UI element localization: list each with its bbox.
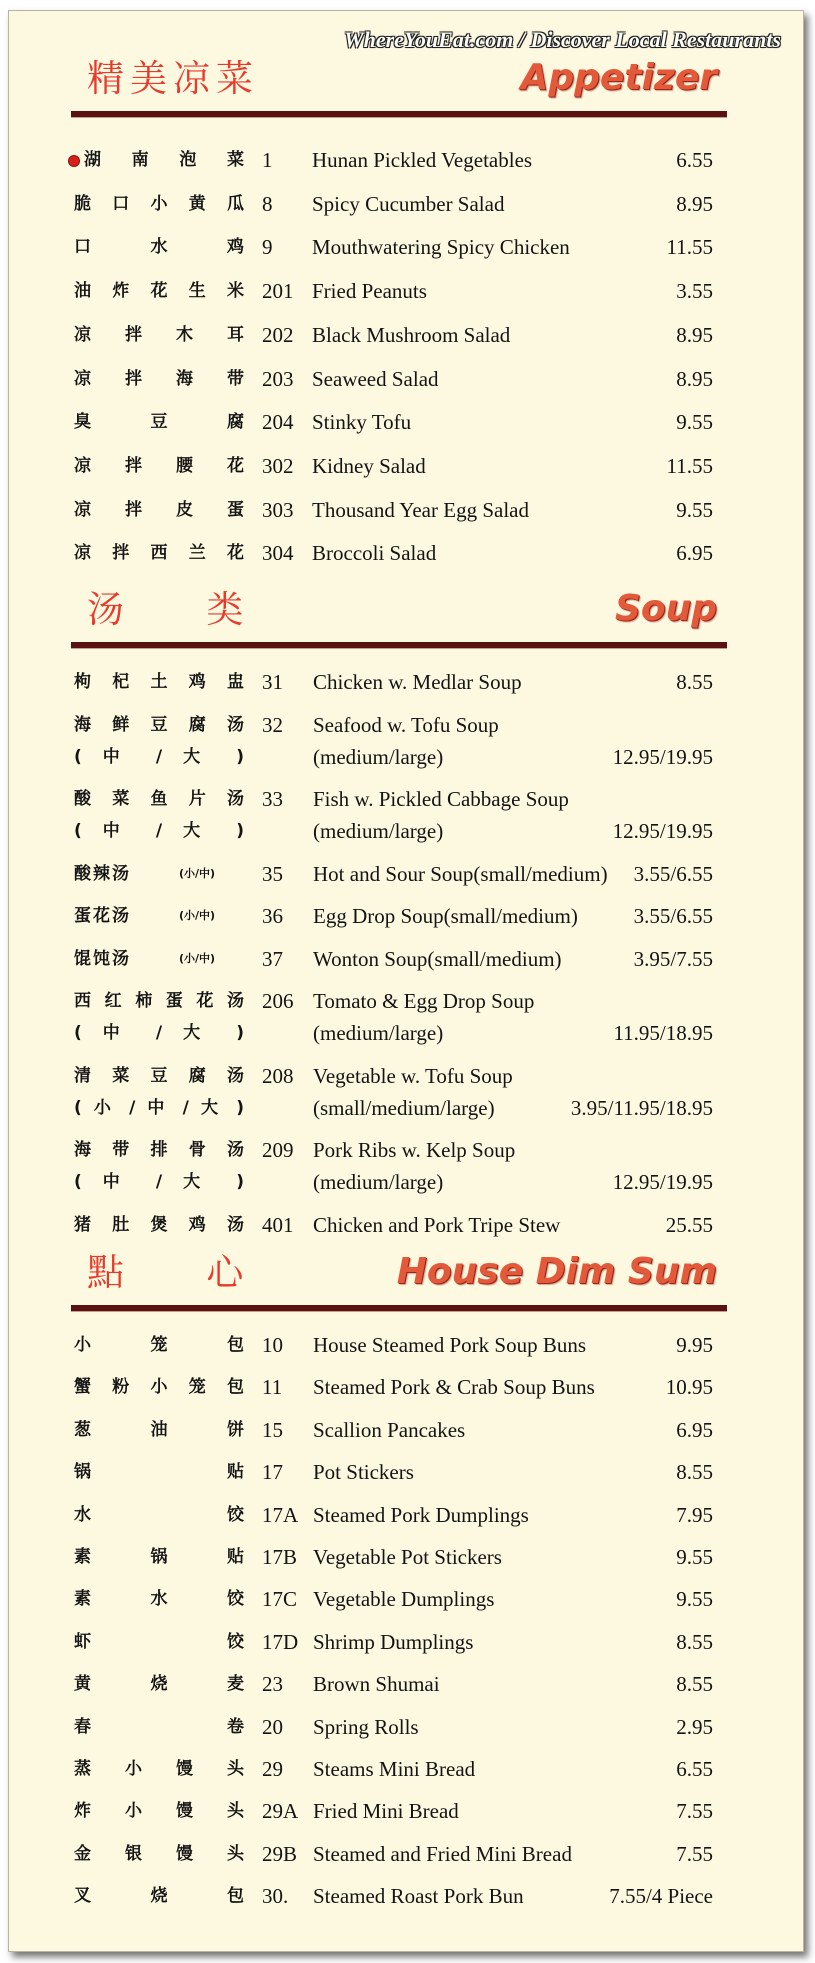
item-number: 31: [262, 670, 283, 694]
item-name-en: Spring Rolls: [313, 1714, 419, 1739]
item-price: 9.55: [676, 497, 713, 522]
item-name-cn: 锅 贴: [74, 1462, 244, 1483]
item-number: 20: [262, 1714, 283, 1739]
menu-item-row: [9, 1545, 803, 1587]
item-name-en: Brown Shumai: [313, 1672, 440, 1697]
item-name-cn: 葱 油 饼: [74, 1419, 244, 1440]
item-price: 3.55/6.55: [633, 904, 713, 928]
item-name-cn: 凉 拌 木 耳: [74, 324, 244, 345]
item-price: 3.95/11.95/18.95: [570, 1095, 713, 1120]
section-title-cn: 精美凉菜: [87, 57, 259, 100]
item-price: 6.55: [676, 1757, 713, 1781]
item-size-cn: ( 中 / 大 ): [74, 1023, 244, 1043]
item-number: 401: [262, 1212, 294, 1237]
item-number: 36: [262, 904, 283, 928]
item-name-en: Chicken w. Medlar Soup: [313, 670, 522, 694]
item-price: 7.55: [676, 1841, 713, 1866]
item-name-en: Fish w. Pickled Cabbage Soup: [313, 787, 569, 811]
item-name-cn: 酸 菜 鱼 片 汤: [74, 789, 244, 809]
item-size-note-cn: (小/中): [179, 866, 216, 880]
item-name-cn: 蛋花汤: [74, 906, 131, 926]
item-number: 32: [262, 712, 283, 737]
item-name-cn: 枸 杞 土 鸡 盅: [74, 672, 244, 692]
menu-item-row: [9, 1842, 803, 1884]
item-price: 9.95: [676, 1333, 713, 1357]
item-name-en: Hunan Pickled Vegetables: [312, 148, 533, 172]
menu-item-row: [9, 367, 803, 411]
item-number: 15: [262, 1417, 283, 1442]
item-price: 7.55: [676, 1799, 713, 1824]
item-price: 3.95/7.55: [633, 946, 713, 971]
item-price: 8.55: [676, 1460, 713, 1485]
menu-item-row: [9, 1715, 803, 1757]
item-number: 11: [262, 1375, 283, 1400]
item-name-cn: 口 水 鸡: [74, 237, 244, 258]
item-number: 17D: [262, 1629, 299, 1654]
item-size-en: (medium/large): [313, 744, 444, 769]
item-name-cn: 湖 南 泡 菜: [84, 150, 244, 170]
item-name-en: Chicken and Pork Tripe Stew: [313, 1212, 561, 1237]
item-number: 35: [262, 861, 283, 886]
menu-item-row: [9, 904, 803, 947]
item-size-note-cn: (小/中): [179, 951, 216, 965]
item-name-cn: 清 菜 豆 腐 汤: [74, 1065, 244, 1086]
item-name-cn: 水 饺: [74, 1504, 244, 1525]
item-name-cn: 臭 豆 腐: [74, 412, 244, 433]
item-name-cn: 春 卷: [74, 1716, 244, 1737]
item-price: 6.95: [676, 541, 713, 566]
item-name-en: Vegetable Pot Stickers: [313, 1545, 502, 1569]
item-name-en: Steamed Pork Dumplings: [313, 1502, 529, 1527]
menu-item-row: [9, 410, 803, 454]
item-name-cn: 凉 拌 海 带: [74, 368, 244, 389]
item-name-cn: 素 锅 贴: [74, 1547, 244, 1567]
menu-item-row: [9, 454, 803, 498]
item-size-en: (small/medium/large): [313, 1095, 495, 1120]
item-number: 29B: [262, 1841, 298, 1866]
item-price: 25.55: [665, 1212, 713, 1237]
section-title-en: House Dim Sum: [396, 1251, 717, 1292]
item-name-en: Steamed Pork & Crab Soup Buns: [313, 1375, 595, 1400]
item-name-en: Pork Ribs w. Kelp Soup: [313, 1138, 516, 1162]
section-title-en: Soup: [614, 588, 717, 629]
item-number: 203: [262, 366, 294, 391]
menu-item-row: [9, 1630, 803, 1672]
item-price: 9.55: [676, 410, 713, 435]
menu-item-row: [9, 989, 803, 1064]
item-number: 304: [262, 541, 294, 566]
menu-page: [8, 10, 804, 1952]
item-name-en: Steamed and Fried Mini Bread: [313, 1841, 572, 1866]
item-number: 17B: [262, 1545, 298, 1569]
item-name-cn: 黄 烧 麦: [74, 1674, 244, 1695]
watermark: WhereYouEat.com / Discover Local Restaurants: [344, 27, 781, 52]
item-number: 206: [262, 989, 294, 1013]
item-price: 2.95: [676, 1714, 713, 1739]
item-name-en: Pot Stickers: [313, 1460, 414, 1485]
item-price: 3.55/6.55: [633, 861, 713, 886]
item-number: 29A: [262, 1799, 299, 1824]
item-name-en: Steamed Roast Pork Bun: [313, 1884, 524, 1909]
menu-item-row: [9, 713, 803, 788]
menu-item-row: [9, 541, 803, 585]
section-divider: [71, 642, 727, 649]
item-name-cn: 海 鲜 豆 腐 汤: [74, 714, 244, 735]
item-number: 201: [262, 279, 294, 304]
item-name-cn: 叉 烧 包: [74, 1886, 244, 1907]
item-number: 17C: [262, 1587, 298, 1612]
menu-item-row: [9, 1138, 803, 1213]
item-name-en: Mouthwatering Spicy Chicken: [312, 235, 570, 260]
item-name-en: Fried Mini Bread: [313, 1799, 459, 1824]
menu-item-row: [9, 862, 803, 905]
item-number: 1: [262, 148, 273, 172]
item-name-cn: 凉 拌 腰 花: [74, 455, 244, 476]
item-name-cn: 虾 饺: [74, 1631, 244, 1652]
item-number: 202: [262, 322, 294, 347]
item-number: 209: [262, 1138, 294, 1162]
item-size-en: (medium/large): [313, 1021, 444, 1045]
item-price: 3.55: [676, 279, 713, 304]
menu-item-row: [9, 1333, 803, 1375]
item-number: 17A: [262, 1502, 299, 1527]
item-size-cn: ( 中 / 大 ): [74, 746, 244, 767]
item-price: 8.55: [676, 670, 713, 694]
item-name-cn: 凉 拌 西 兰 花: [74, 543, 244, 564]
item-price: 9.55: [676, 1545, 713, 1569]
item-name-cn: 金 银 馒 头: [74, 1843, 244, 1864]
item-price: 11.55: [666, 453, 713, 478]
item-name-cn: 脆 口 小 黄 瓜: [74, 193, 244, 214]
item-size-cn: ( 中 / 大 ): [74, 821, 244, 841]
item-size-cn: ( 中 / 大 ): [74, 1172, 244, 1192]
section-title-cn: 汤 类: [87, 588, 244, 631]
menu-item-row: [9, 148, 803, 192]
item-price: 8.95: [676, 191, 713, 216]
item-name-en: Black Mushroom Salad: [312, 322, 511, 347]
item-price: 8.95: [676, 366, 713, 391]
section-title-cn: 點 心: [87, 1251, 244, 1294]
item-name-cn: 海 带 排 骨 汤: [74, 1140, 244, 1160]
section-header: [9, 1248, 803, 1308]
menu-item-row: [9, 1587, 803, 1629]
item-name-cn: 蒸 小 馒 头: [74, 1759, 244, 1779]
menu-item-row: [9, 670, 803, 713]
menu-item-row: [9, 947, 803, 990]
item-number: 302: [262, 453, 294, 478]
item-name-en: Tomato & Egg Drop Soup: [313, 989, 535, 1013]
item-name-en: Wonton Soup(small/medium): [313, 946, 562, 971]
menu-item-row: [9, 1503, 803, 1545]
item-number: 37: [262, 946, 283, 971]
item-name-en: Hot and Sour Soup(small/medium): [313, 861, 608, 886]
item-name-cn: 酸辣汤: [74, 863, 131, 884]
item-price: 12.95/19.95: [612, 819, 713, 843]
item-name-en: Stinky Tofu: [312, 410, 412, 435]
item-name-en: Thousand Year Egg Salad: [312, 497, 529, 522]
item-name-cn: 西 红 柿 蛋 花 汤: [74, 991, 244, 1011]
item-name-en: Broccoli Salad: [312, 541, 437, 566]
item-name-en: Vegetable w. Tofu Soup: [313, 1063, 513, 1088]
item-price: 7.95: [676, 1502, 713, 1527]
menu-item-row: [9, 192, 803, 236]
item-name-cn: 炸 小 馒 头: [74, 1801, 244, 1822]
item-size-note-cn: (小/中): [179, 909, 216, 922]
item-size-cn: ( 小 / 中 / 大 ): [74, 1097, 244, 1118]
item-number: 208: [262, 1063, 294, 1088]
section-title-en: Appetizer: [520, 57, 717, 98]
item-size-en: (medium/large): [313, 819, 444, 843]
menu-item-row: [9, 787, 803, 862]
section-divider: [71, 111, 727, 118]
item-number: 204: [262, 410, 294, 435]
item-price: 6.55: [676, 148, 713, 172]
menu-item-row: [9, 1757, 803, 1799]
item-name-cn: 小 笼 包: [74, 1335, 244, 1355]
menu-item-row: [9, 1460, 803, 1502]
item-number: 29: [262, 1757, 283, 1781]
item-price: 6.95: [676, 1417, 713, 1442]
item-price: 8.55: [676, 1672, 713, 1697]
section-header: [9, 585, 803, 645]
menu-item-row: [9, 323, 803, 367]
menu-item-row: [9, 1799, 803, 1841]
item-number: 9: [262, 235, 273, 260]
menu-item-row: [9, 235, 803, 279]
item-number: 30.: [262, 1884, 289, 1909]
section-header: [9, 54, 803, 114]
item-number: 10: [262, 1333, 283, 1357]
menu-item-row: [9, 1418, 803, 1460]
item-name-en: Egg Drop Soup(small/medium): [313, 904, 578, 928]
item-price: 12.95/19.95: [612, 1170, 713, 1194]
item-name-cn: 凉 拌 皮 蛋: [74, 499, 244, 520]
item-price: 12.95/19.95: [612, 744, 713, 769]
item-name-cn: 蟹 粉 小 笼 包: [74, 1377, 244, 1398]
section-divider: [71, 1305, 727, 1312]
item-name-en: Steams Mini Bread: [313, 1757, 476, 1781]
item-number: 33: [262, 787, 283, 811]
item-name-cn: 猪 肚 煲 鸡 汤: [74, 1214, 244, 1235]
menu-item-row: [9, 1375, 803, 1417]
item-price: 10.95: [665, 1375, 713, 1400]
menu-item-row: [9, 1672, 803, 1714]
menu-item-row: [9, 1064, 803, 1139]
item-number: 23: [262, 1672, 283, 1697]
item-size-en: (medium/large): [313, 1170, 444, 1194]
item-name-en: Spicy Cucumber Salad: [312, 191, 505, 216]
item-name-en: Kidney Salad: [312, 453, 426, 478]
item-name-cn: 油 炸 花 生 米: [74, 281, 244, 302]
item-name-en: Scallion Pancakes: [313, 1417, 466, 1442]
item-number: 8: [262, 191, 273, 216]
item-name-en: Seaweed Salad: [312, 366, 439, 391]
item-price: 7.55/4 Piece: [609, 1884, 713, 1909]
item-number: 303: [262, 497, 294, 522]
menu-item-row: [9, 279, 803, 323]
item-name-en: Shrimp Dumplings: [313, 1629, 474, 1654]
item-price: 8.55: [676, 1629, 713, 1654]
chili-pepper-icon: [69, 156, 79, 166]
item-price: 8.95: [676, 322, 713, 347]
item-price: 11.55: [666, 235, 713, 260]
item-name-cn: 馄饨汤: [74, 948, 131, 969]
item-price: 9.55: [676, 1587, 713, 1612]
item-name-en: Fried Peanuts: [312, 279, 427, 304]
menu-item-row: [9, 1884, 803, 1926]
item-name-cn: 素 水 饺: [74, 1589, 244, 1610]
item-name-en: Vegetable Dumplings: [313, 1587, 495, 1612]
menu-item-row: [9, 498, 803, 542]
item-number: 17: [262, 1460, 283, 1485]
item-name-en: House Steamed Pork Soup Buns: [313, 1333, 586, 1357]
item-price: 11.95/18.95: [613, 1021, 713, 1045]
item-name-en: Seafood w. Tofu Soup: [313, 712, 499, 737]
